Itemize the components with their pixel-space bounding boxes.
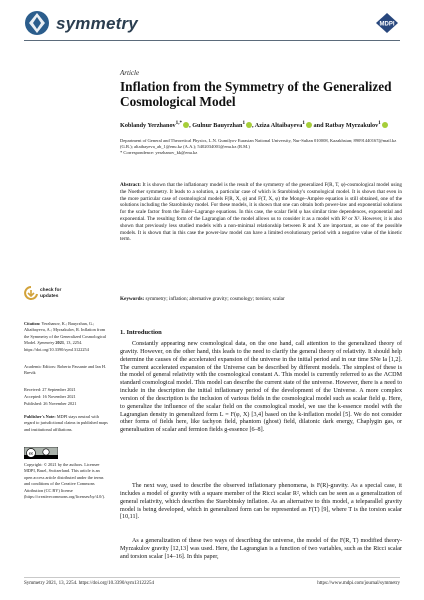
check-updates-line1: check for <box>40 288 62 293</box>
section-heading: 1. Introduction <box>120 329 162 336</box>
paragraph: As a generalization of these two ways of describing the universe, the model of the F(R, T) modified theory-Myrzakulov gravity [12,13] was used. Here, the Lagrangian is a function of two variables, such as the Ricci scalar and torsion scalar [14–16]. In this paper, <box>120 538 402 560</box>
copyright <box>24 462 108 500</box>
author-name[interactable]: Koblandy Yerzhanov <box>120 122 176 130</box>
footer-journal-url[interactable]: https://www.mdpi.com/journal/symmetry <box>317 581 400 586</box>
author-marks: 1 <box>242 120 246 126</box>
abstract <box>120 182 402 243</box>
publisher-note-label: Publisher's Note: <box>24 414 56 419</box>
copyright-text: Copyright: © 2021 by the authors. Licensee MDPI, Basel, Switzerland. This article is an open access article distributed under the terms and conditions of the Creative Commons Attribution (CC BY) license (https://creativecommons.org/licenses/by/4.0/). <box>24 462 105 500</box>
article-type: Article <box>120 69 140 77</box>
footer-divider <box>24 577 400 578</box>
author-name[interactable]: Gulnur Bauyrzhan <box>192 122 243 130</box>
citation-text: Yerzhanov, K.; Bauyrzhan, G.; Altaibayeva, A.; Myrzakulov, R. Inflation from the Symmetry of the Generalized Cosmological Model. <box>24 321 106 346</box>
cc-by-license-icon[interactable] <box>24 447 58 459</box>
author-marks: 1 <box>302 120 305 126</box>
received-date: Received: 27 September 2021 <box>24 387 76 392</box>
published-date: Published: 26 November 2021 <box>24 401 77 406</box>
citation-year: 2021 <box>55 340 64 346</box>
author-name[interactable]: Ratbay Myrzakulov <box>325 122 379 130</box>
publisher-note <box>24 414 108 433</box>
symmetry-logo-icon <box>24 10 50 36</box>
accepted-date: Accepted: 16 November 2021 <box>24 394 76 399</box>
author-name[interactable]: Aziza Altaibayeva <box>254 122 303 130</box>
author-marks: 1 <box>378 120 381 126</box>
keywords <box>120 296 402 303</box>
citation-label: Citation: <box>24 321 41 326</box>
footer-citation[interactable]: Symmetry 2021, 13, 2254. https://doi.org/10.3390/sym13122254 <box>24 581 155 586</box>
citation-journal: Symmetry <box>37 340 55 346</box>
mdpi-logo-text: MDPI <box>379 21 395 28</box>
orcid-icon[interactable] <box>306 122 312 128</box>
check-updates-line2: updates <box>40 293 59 299</box>
citation-block <box>24 321 108 353</box>
paper-title: Inflation from the Symmetry of the Generalized Cosmological Model <box>120 79 392 109</box>
abstract-label: Abstract: <box>120 182 142 188</box>
editor-label: Academic Editors: <box>24 364 57 369</box>
check-for-updates[interactable] <box>24 286 84 310</box>
affiliation-text: Department of General and Theoretical Physics, L.N. Gumilyov Eurasian National University, Nur-Sultan 010008, Kazakhstan; 89091440167@mail.kz (G.B.); altaibayeva_ab_1@enu.kz (A.A.); 5402034001@enu.kz (R.M.) <box>120 138 397 149</box>
affiliation-block <box>120 138 402 156</box>
publisher-note-text: MDPI stays neutral with regard to jurisdictional claims in published maps and institutional affiliations. <box>24 414 108 432</box>
abstract-text: It is shown that the inflationary model is the result of the symmetry of the generalized F(R, T, φ)-cosmological model using the Noether symmetry. It leads to a solution, a particular case of which is Starobinsky's cosmological model. It is shown that even in the more particular case of cosmological models F(R, X, φ) and F(T, X, φ) the Monge–Ampère equation is still obtained, one of the solutions including the Starobinsky model. For these models, it is shown that one can obtain both power-law and exponential solutions for the scale factor from the Euler–Lagrange equations. In this case, the scalar field φ has similar time dependences, exponential and exponential. The resulting form of the Lagrangian of the model allows us to consider it as a model with R² or X². However, it is also shown that previously less studied models with a non-minimal relationship between R and X are important, as one of the possible models. It is shown that in this case the power-law model can have a limited evolutionary period with a negative value of the kinetic term. <box>120 182 403 243</box>
keywords-label: Keywords: <box>120 296 145 302</box>
mdpi-logo-icon[interactable] <box>374 12 400 34</box>
citation-doi[interactable]: , 13, 2254. https://doi.org/10.3390/sym13122254 <box>24 340 89 352</box>
orcid-icon[interactable] <box>183 122 189 128</box>
header-divider <box>24 40 400 41</box>
author-marks: 1,* <box>175 120 183 126</box>
paragraph: The next way, used to describe the observed inflationary phenomena, is F(R)-gravity. As a special case, it includes a model of gravity with a square member of the Ricci scalar R², which can be seen as a generalization of general relativity, which describes the Starobinsky inflation. As an alternative to this model, a teleparallel gravity model is being developed, which in generalized form can be represented as F(T) [9], where T is the torsion scalar [10,11]. <box>120 483 402 521</box>
keywords-text: symmetry; inflation; alternative gravity; cosmology; torsion; scalar <box>145 296 285 302</box>
editor-text: Roberto Passante and Ian H. Brevik <box>24 364 106 376</box>
check-updates-icon <box>24 286 38 302</box>
journal-name: symmetry <box>56 14 138 33</box>
orcid-icon[interactable] <box>382 122 388 128</box>
academic-editors <box>24 364 108 377</box>
orcid-icon[interactable] <box>246 122 252 128</box>
correspondence: * Correspondence: yerzhanov_kk@enu.kz <box>120 150 198 155</box>
svg-text:cc: cc <box>28 450 34 456</box>
journal-header <box>24 8 400 44</box>
check-updates-text <box>40 288 61 299</box>
paragraph: Constantly appearing new cosmological data, on the one hand, call attention to the generalized theory of gravity. However, on the other hand, this leads to the need to clarify the general theory of relativity. It should help determine the causes of the accelerated expansion of the universe in the initial period and in our time SNe Ia [1,2]. The current accelerated expansion of the Universe can be described by different models. The simplest of these is the model of general relativity with the cosmological constant Λ. This model is currently referred to as the ΛCDM standard cosmological model. This model can describe the current state of the universe. However, there is a need to include in the description the initial inflationary period of the development of the Universe. A more complex version of the description is the inclusion of various fields in the cosmological model such as scalar field φ. Here, to generalize the influence of the scalar field on the cosmological model, we use the k-essence model with the Lagrangian density in generalized form L = F(φ, X) [3,4] based on the k-inflation model [5]. We do not consider other forms of fields here, like tachyon field, phantom (ghost) field, dilatonic dark energy, Chaplygin gas, or generalisation of scalar and fermion fields g-essence [6–8]. <box>120 341 402 434</box>
author-list: Koblandy Yerzhanov$^{1,*}$ , Gulnur Bauyrzhan$^1$ , Aziza Altaibayeva$^1$ and Ratbay Myrzakulov$^1$ <box>120 120 402 129</box>
